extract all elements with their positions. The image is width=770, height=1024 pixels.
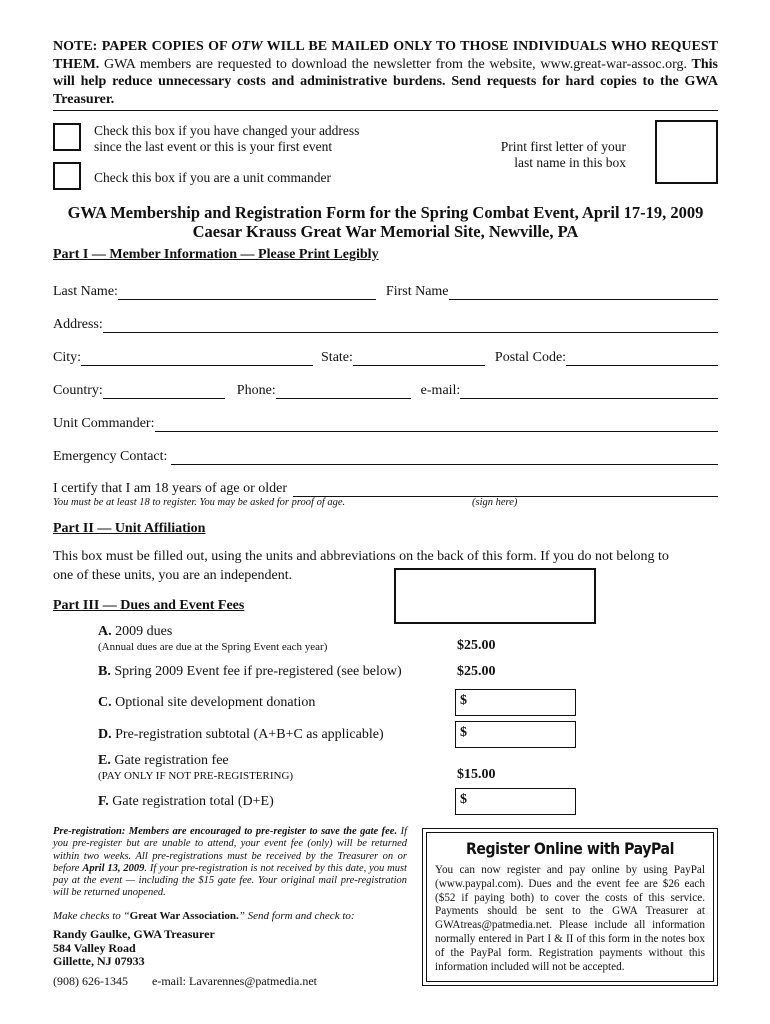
- postal-code-field[interactable]: [566, 352, 718, 366]
- fee-d-label: D. Pre-registration subtotal (A+B+C as applicable): [98, 727, 384, 742]
- form-title: GWA Membership and Registration Form for the Spring Combat Event, April 17-19, 2009 Caesar Krauss Great War Memorial Site, Newville, PA: [67, 203, 704, 241]
- first-name-label: First Name: [385, 284, 449, 299]
- note-bold-lead2: WILL BE MAILED ONLY TO THOSE INDIVIDUALS WHO REQUEST THEM.: [53, 39, 718, 72]
- last-name-field[interactable]: [118, 286, 376, 300]
- certify-row: [53, 477, 718, 497]
- paypal-body: You can now register and pay online by using PayPal (www.paypal.com). Dues and the event fee are $26 each ($52 if paying both) to cover the costs of this service. Payments should be sent to the GWA Treasurer at GWAtreas@patmedia.net. Please include all information normally entered in Part I & II of this form in the notes box of the PayPal form. Registration payments without this information included will not be accepted.: [435, 864, 705, 973]
- age-note: You must be at least 18 to register. You may be asked for proof of age.: [53, 497, 346, 508]
- unit-commander-field[interactable]: [155, 418, 719, 432]
- city-label: City:: [53, 350, 82, 365]
- first-name-field[interactable]: [449, 286, 718, 300]
- signature-field[interactable]: [293, 483, 718, 497]
- last-initial-box[interactable]: [655, 120, 718, 184]
- part1-heading: Part I — Member Information — Please Print Legibly: [53, 247, 379, 262]
- fee-c-amount-box[interactable]: $: [455, 689, 576, 716]
- name-row: [53, 280, 718, 300]
- country-field[interactable]: [103, 385, 225, 399]
- country-label: Country:: [53, 383, 103, 398]
- fee-e-amount: $15.00: [457, 767, 496, 782]
- fee-f-amount-box[interactable]: $: [455, 788, 576, 815]
- divider: [53, 110, 718, 111]
- fee-a-label: A. 2009 dues: [98, 624, 173, 639]
- state-label: State:: [321, 350, 353, 365]
- note-paragraph: [53, 38, 718, 108]
- address-field[interactable]: [103, 319, 718, 333]
- address-row: [53, 313, 718, 333]
- note-bold-tail: This will help reduce unnecessary costs and administrative burdens. Send requests for hard copies to the GWA Treasurer.: [53, 56, 718, 107]
- address-label: Address:: [53, 317, 103, 332]
- city-field[interactable]: [81, 352, 313, 366]
- treasurer-phone: (908) 626-1345: [53, 974, 128, 988]
- note-otw: OTW: [231, 39, 263, 54]
- address-changed-checkbox[interactable]: [53, 123, 81, 151]
- prereg-note: Pre-registration: Members are encouraged to pre-register to save the gate fee. If you pre-register but are unable to attend, your event fee (only) will be returned within two weeks. All pre-registrations must be received by the Treasurer on or before April 13, 2009. If your pre-registration is not received by this date, you must pay at the event — including the $15 gate fee. Your original mail pre-registration will be returned unopened.: [53, 826, 407, 899]
- checks-note: Make checks to “Great War Association.” Send form and check to:: [53, 910, 355, 922]
- fee-e-label: E. Gate registration fee: [98, 753, 229, 768]
- email-field[interactable]: [460, 385, 718, 399]
- paypal-title: Register Online with PayPal: [465, 839, 674, 858]
- fee-a-amount: $25.00: [457, 638, 496, 653]
- letter-box-label: Print first letter of your last name in this box: [500, 139, 626, 170]
- country-row: [53, 379, 718, 399]
- phone-label: Phone:: [236, 383, 276, 398]
- email-label: e-mail:: [420, 383, 461, 398]
- fee-c-label: C. Optional site development donation: [98, 695, 316, 710]
- sign-here-hint: (sign here): [472, 497, 518, 508]
- fee-b-amount: $25.00: [457, 664, 496, 679]
- last-name-label: Last Name:: [53, 284, 118, 299]
- city-row: [53, 346, 718, 366]
- paypal-panel: [422, 828, 718, 986]
- note-normal: GWA members are requested to download the newsletter from the website, www.great-war-assoc.org.: [99, 56, 688, 72]
- certify-label: I certify that I am 18 years of age or older: [53, 481, 288, 496]
- fee-f-label: F. Gate registration total (D+E): [98, 794, 274, 809]
- emergency-contact-row: [53, 445, 718, 465]
- postal-code-label: Postal Code:: [494, 350, 567, 365]
- unit-affiliation-box[interactable]: [394, 568, 596, 624]
- fee-b-label: B. Spring 2009 Event fee if pre-registered (see below): [98, 664, 402, 679]
- part2-text: This box must be filled out, using the units and abbreviations on the back of this form. If you do not belong to one of these units, you are an independent.: [53, 549, 669, 583]
- fee-d-amount-box[interactable]: $: [455, 721, 576, 748]
- phone-field[interactable]: [276, 385, 411, 399]
- fee-e-note: (PAY ONLY IF NOT PRE-REGISTERING): [98, 770, 294, 782]
- unit-commander-field-label: Unit Commander:: [53, 416, 155, 431]
- unit-commander-row: [53, 412, 718, 432]
- treasurer-address: Randy Gaulke, GWA Treasurer 584 Valley Road Gillette, NJ 07933: [53, 927, 215, 968]
- emergency-contact-field[interactable]: [171, 451, 718, 465]
- note-bold-lead: NOTE: PAPER COPIES OF: [53, 39, 232, 54]
- fee-a-note: (Annual dues are due at the Spring Event each year): [98, 641, 328, 653]
- part2-heading: Part II — Unit Affiliation: [53, 521, 206, 536]
- address-changed-label: Check this box if you have changed your address since the last event or this is your first event: [94, 123, 360, 154]
- part3-heading: Part III — Dues and Event Fees: [53, 598, 245, 613]
- emergency-contact-label: Emergency Contact:: [53, 449, 168, 464]
- unit-commander-checkbox[interactable]: [53, 162, 81, 190]
- state-field[interactable]: [353, 352, 485, 366]
- unit-commander-label: Check this box if you are a unit commander: [94, 170, 331, 185]
- treasurer-email: e-mail: Lavarennes@patmedia.net: [152, 974, 317, 988]
